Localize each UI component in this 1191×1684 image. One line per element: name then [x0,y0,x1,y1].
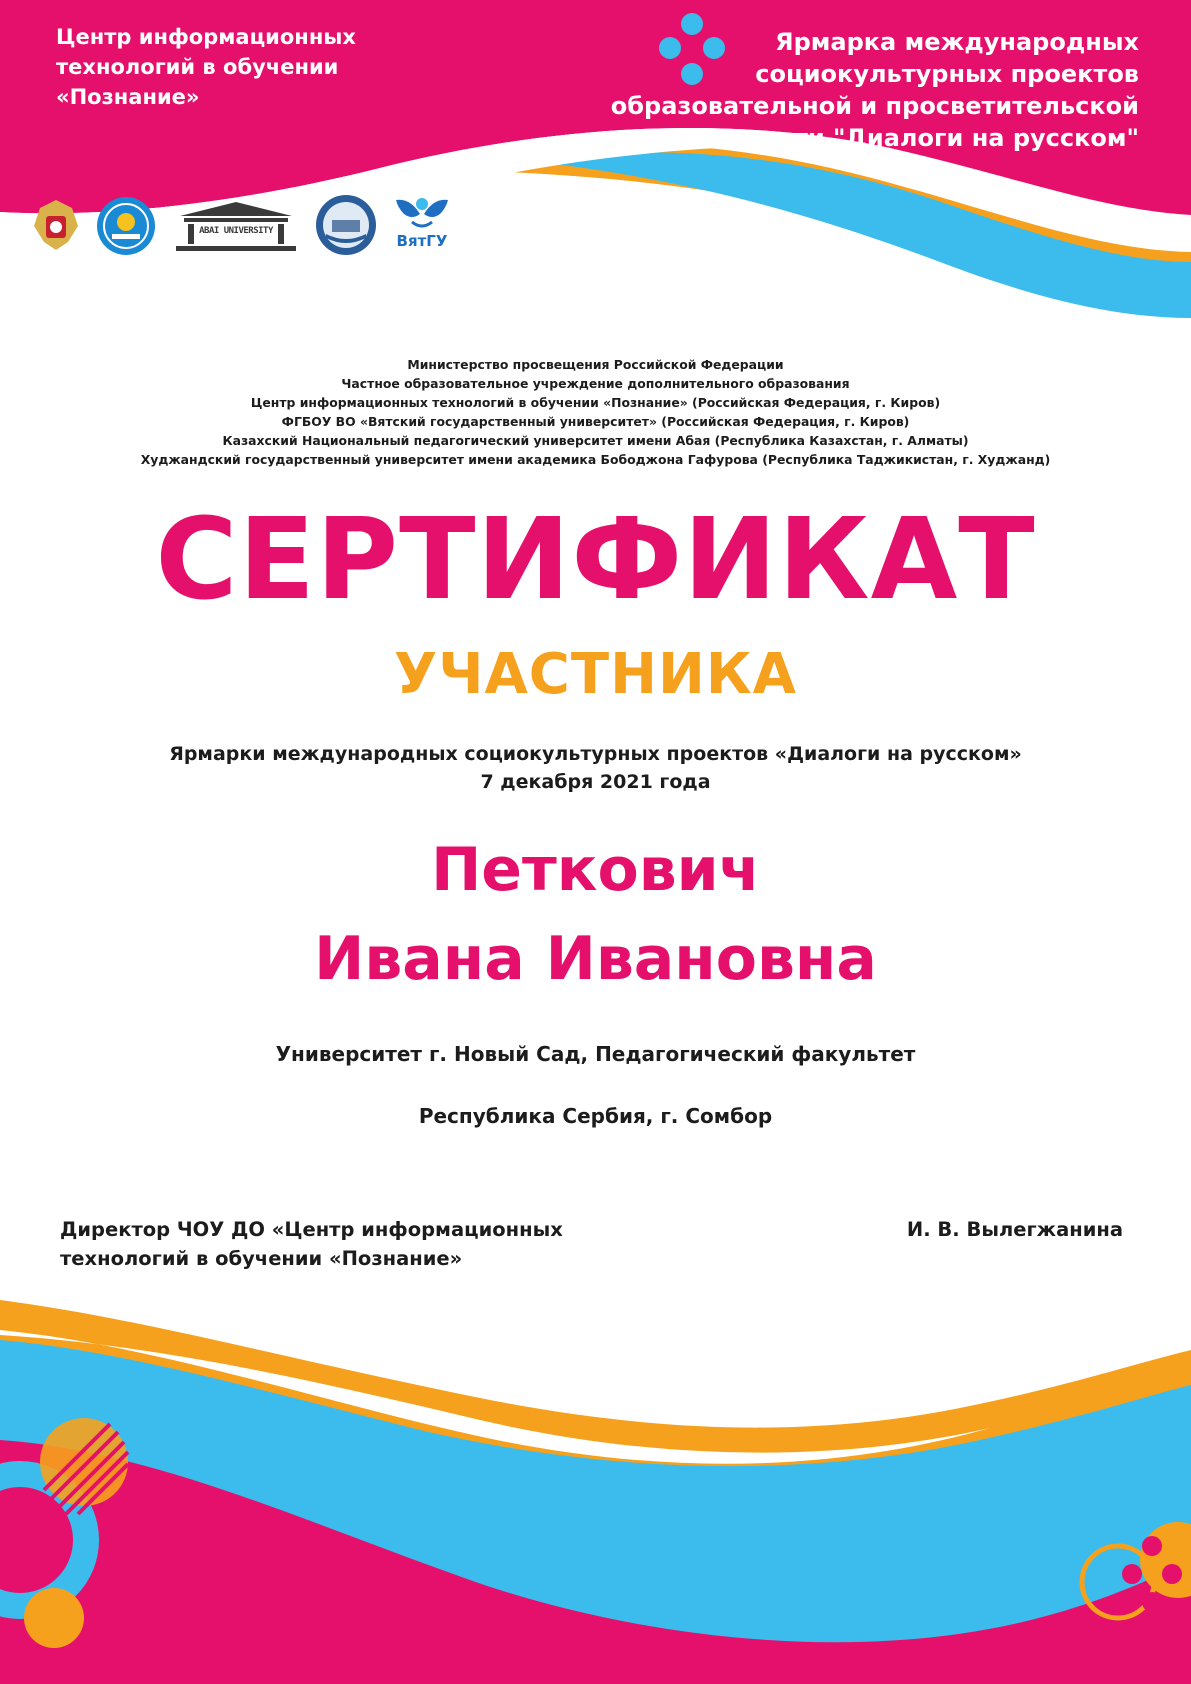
event-date: 7 декабря 2021 года [480,771,711,793]
bottom-magenta-band [0,1440,1191,1684]
bottom-orange-wave [0,1300,1191,1476]
vyatsu-emblem-icon [390,194,454,234]
organization-line: ФГБОУ ВО «Вятский государственный университет» (Российская Федерация, г. Киров) [281,414,910,429]
bottom-sky-wave [0,1340,1191,1684]
abai-university-logo [170,198,302,254]
signatory-position-line: технологий в обучении «Познание» [60,1247,463,1270]
mapryal-logo-icon [96,196,156,256]
organization-line: Центр информационных технологий в обучении «Познание» (Российская Федерация, г. Киров) [250,395,941,410]
khujand-university-logo-icon [314,194,378,256]
bottom-left-ornaments [0,1401,206,1648]
organization-line: Министерство просвещения Российской Федерации [407,357,784,372]
organizer-line: «Познание» [56,85,200,109]
fair-title-line: Ярмарка международных [775,28,1139,56]
certificate-title: СЕРТИФИКАТ [155,495,1036,625]
organization-line: Частное образовательное учреждение дополнительного образования [341,376,850,391]
organizations-list [40,355,1151,469]
organizer-name [56,22,416,112]
organization-line: Худжандский государственный университет имени академика Бободжона Гафурова (Республика Таджикистан, г. Худжанд) [140,452,1051,467]
certificate-subtitle: УЧАСТНИКА [394,642,797,707]
fair-title-line: направленности "Диалоги на русском" [598,124,1139,152]
signatory-position [60,1215,700,1273]
bottom-right-ornaments [1082,1522,1191,1618]
recipient-institution: Университет г. Новый Сад, Педагогический факультет [275,1042,916,1066]
signatory-position-line: Директор ЧОУ ДО «Центр информационных [60,1218,563,1241]
recipient-surname: Петкович [431,835,760,905]
vyatsu-logo-text: ВятГУ [396,232,448,250]
abai-university-text: ABAI UNIVERSITY [199,226,273,236]
fair-title [499,26,1139,154]
organization-line: Казахский Национальный педагогический университет имени Абая (Республика Казахстан, г. Алматы) [222,433,969,448]
vyatsu-logo [390,194,454,256]
organizer-line: Центр информационных [56,25,356,49]
organizer-line: технологий в обучении [56,55,339,79]
event-line: Ярмарки международных социокультурных проектов «Диалоги на русском» [169,743,1022,765]
bottom-white-swoosh [0,1330,990,1464]
russia-emblem-icon [30,196,82,254]
event-description [0,740,1191,796]
fair-title-line: социокультурных проектов [755,60,1139,88]
recipient-given-names: Ивана Ивановна [314,924,877,994]
recipient-location: Республика Сербия, г. Сомбор [418,1104,773,1128]
fair-title-line: образовательной и просветительской [610,92,1139,120]
signatory-name: И. В. Вылегжанина [906,1218,1123,1241]
